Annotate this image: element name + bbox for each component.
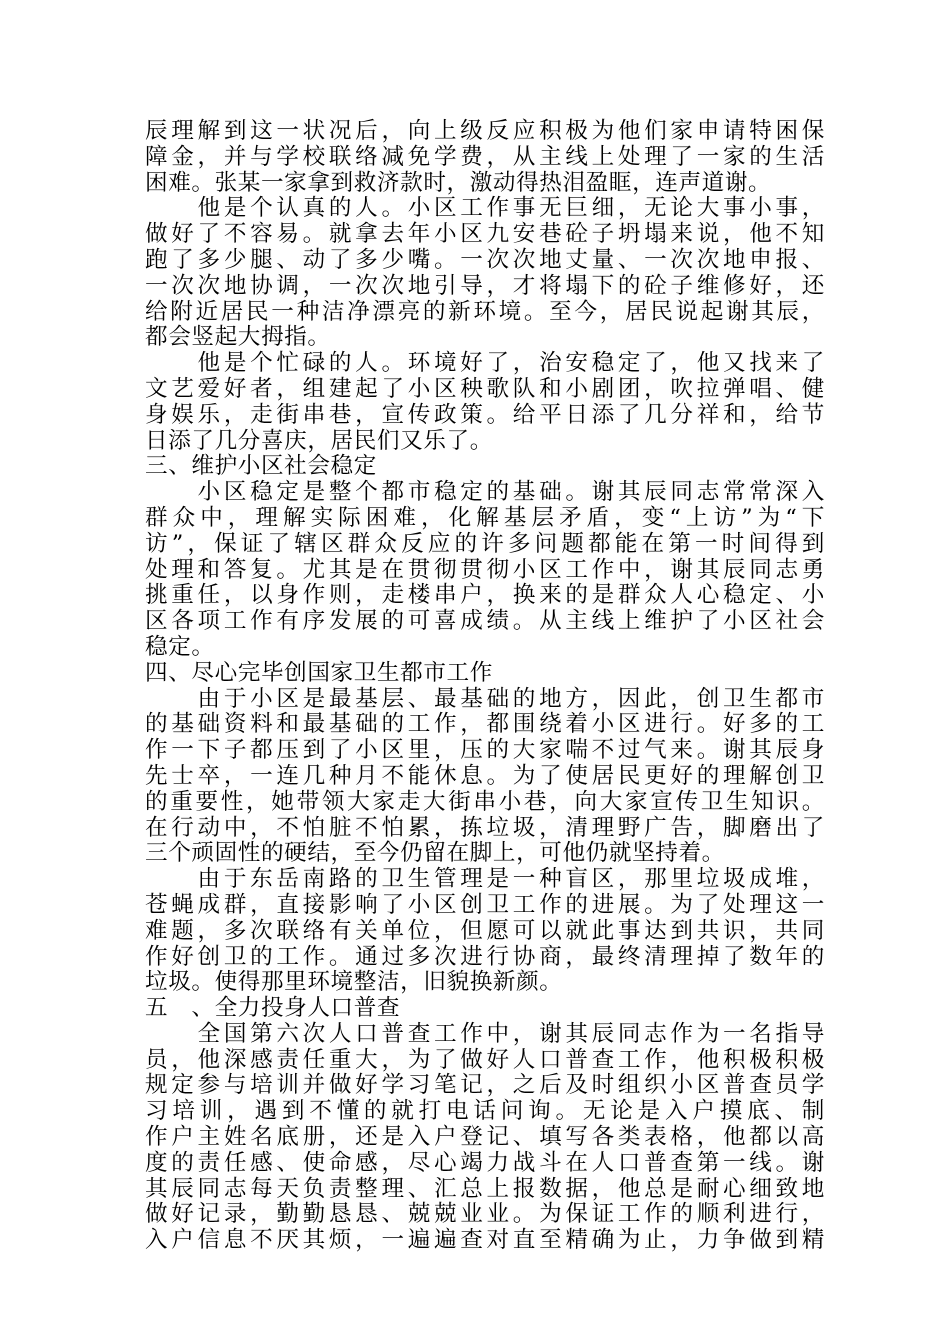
text-line: 区各项工作有序发展的可喜成绩。从主线上维护了小区社会 [145,608,825,635]
text-line: 四、尽心完毕创国家卫生都市工作 [145,659,493,686]
text-line: 跑了多少腿、动了多少嘴。一次次地丈量、一次次地申报、 [145,246,825,273]
text-line: 小区稳定是整个都市稳定的基础。谢其辰同志常常深入 [145,479,825,506]
text-line: 访”，保证了辖区群众反应的许多问题都能在第一时间得到 [145,530,825,557]
text-line: 五 、全力投身人口普查 [145,995,401,1022]
text-line: 在行动中，不怕脏不怕累，拣垃圾，清理野广告，脚磨出了 [145,814,825,841]
text-line: 做好记录，勤勤恳恳、兢兢业业。为保证工作的顺利进行， [145,1201,825,1228]
text-line: 给附近居民一种洁净漂亮的新环境。至今，居民说起谢其辰， [145,298,825,325]
text-line: 一次次地协调，一次次地引导，才将塌下的砼子维修好，还 [145,272,825,299]
text-line: 做好了不容易。就拿去年小区九安巷砼子坍塌来说，他不知 [145,221,825,248]
text-line: 群众中，理解实际困难，化解基层矛盾，变“上访”为“下 [145,504,825,531]
text-line: 困难。张某一家拿到救济款时，激动得热泪盈眶，连声道谢。 [145,169,772,196]
text-line: 稳定。 [145,633,215,660]
text-line: 他是个认真的人。小区工作事无巨细，无论大事小事， [145,195,825,222]
text-line: 挑重任，以身作则，走楼串户，换来的是群众人心稳定、小 [145,582,825,609]
document-page [145,119,825,1254]
text-line: 度的责任感、使命感，尽心竭力战斗在人口普查第一线。谢 [145,1149,825,1176]
text-line: 文艺爱好者，组建起了小区秧歌队和小剧团，吹拉弹唱、健 [145,375,825,402]
text-line: 作户主姓名底册，还是入户登记、填写各类表格，他都以高 [145,1124,825,1151]
text-line: 入户信息不厌其烦，一遍遍查对直至精确为止，力争做到精 [145,1227,825,1254]
text-line: 难题，多次联络有关单位，但愿可以就此事达到共识，共同 [145,917,825,944]
text-line: 先士卒，一连几种月不能休息。为了使居民更好的理解创卫 [145,762,825,789]
text-line: 身娱乐，走街串巷，宣传政策。给平日添了几分祥和，给节 [145,401,825,428]
text-line: 习培训，遇到不懂的就打电话问询。无论是入户摸底、制 [145,1098,825,1125]
text-line: 作好创卫的工作。通过多次进行协商，最终清理掉了数年的 [145,943,825,970]
text-line: 苍蝇成群，直接影响了小区创卫工作的进展。为了处理这一 [145,891,825,918]
text-line: 由于东岳南路的卫生管理是一种盲区，那里垃圾成堆， [145,866,825,893]
text-line: 都会竖起大拇指。 [145,324,331,351]
text-line: 他是个忙碌的人。环境好了，治安稳定了，他又找来了 [145,350,825,377]
text-line: 的重要性，她带领大家走大街串小巷，向大家宣传卫生知识。 [145,788,825,815]
text-line: 辰理解到这一状况后，向上级反应积极为他们家申请特困保 [145,118,825,144]
text-line: 的基础资料和最基础的工作，都围绕着小区进行。好多的工 [145,711,825,738]
text-line: 处理和答复。尤其是在贯彻贯彻小区工作中，谢其辰同志勇 [145,556,825,583]
text-line: 障金，并与学校联络减免学费，从主线上处理了一家的生活 [145,143,825,170]
text-line: 三个顽固性的硬结，至今仍留在脚上，可他仍就坚持着。 [145,840,725,867]
text-line: 全国第六次人口普查工作中，谢其辰同志作为一名指导 [145,1020,825,1047]
text-line: 作一下子都压到了小区里，压的大家喘不过气来。谢其辰身 [145,737,825,764]
text-line: 三、维护小区社会稳定 [145,453,377,480]
text-line: 员，他深感责任重大，为了做好人口普查工作，他积极积极 [145,1046,825,1073]
text-line: 由于小区是最基层、最基础的地方，因此，创卫生都市 [145,685,825,712]
text-line: 日添了几分喜庆，居民们又乐了。 [145,427,493,454]
text-line: 垃圾。使得那里环境整洁，旧貌换新颜。 [145,969,563,996]
text-line: 其辰同志每天负责整理、汇总上报数据，他总是耐心细致地 [145,1175,825,1202]
text-line: 规定参与培训并做好学习笔记，之后及时组织小区普查员学 [145,1072,825,1099]
